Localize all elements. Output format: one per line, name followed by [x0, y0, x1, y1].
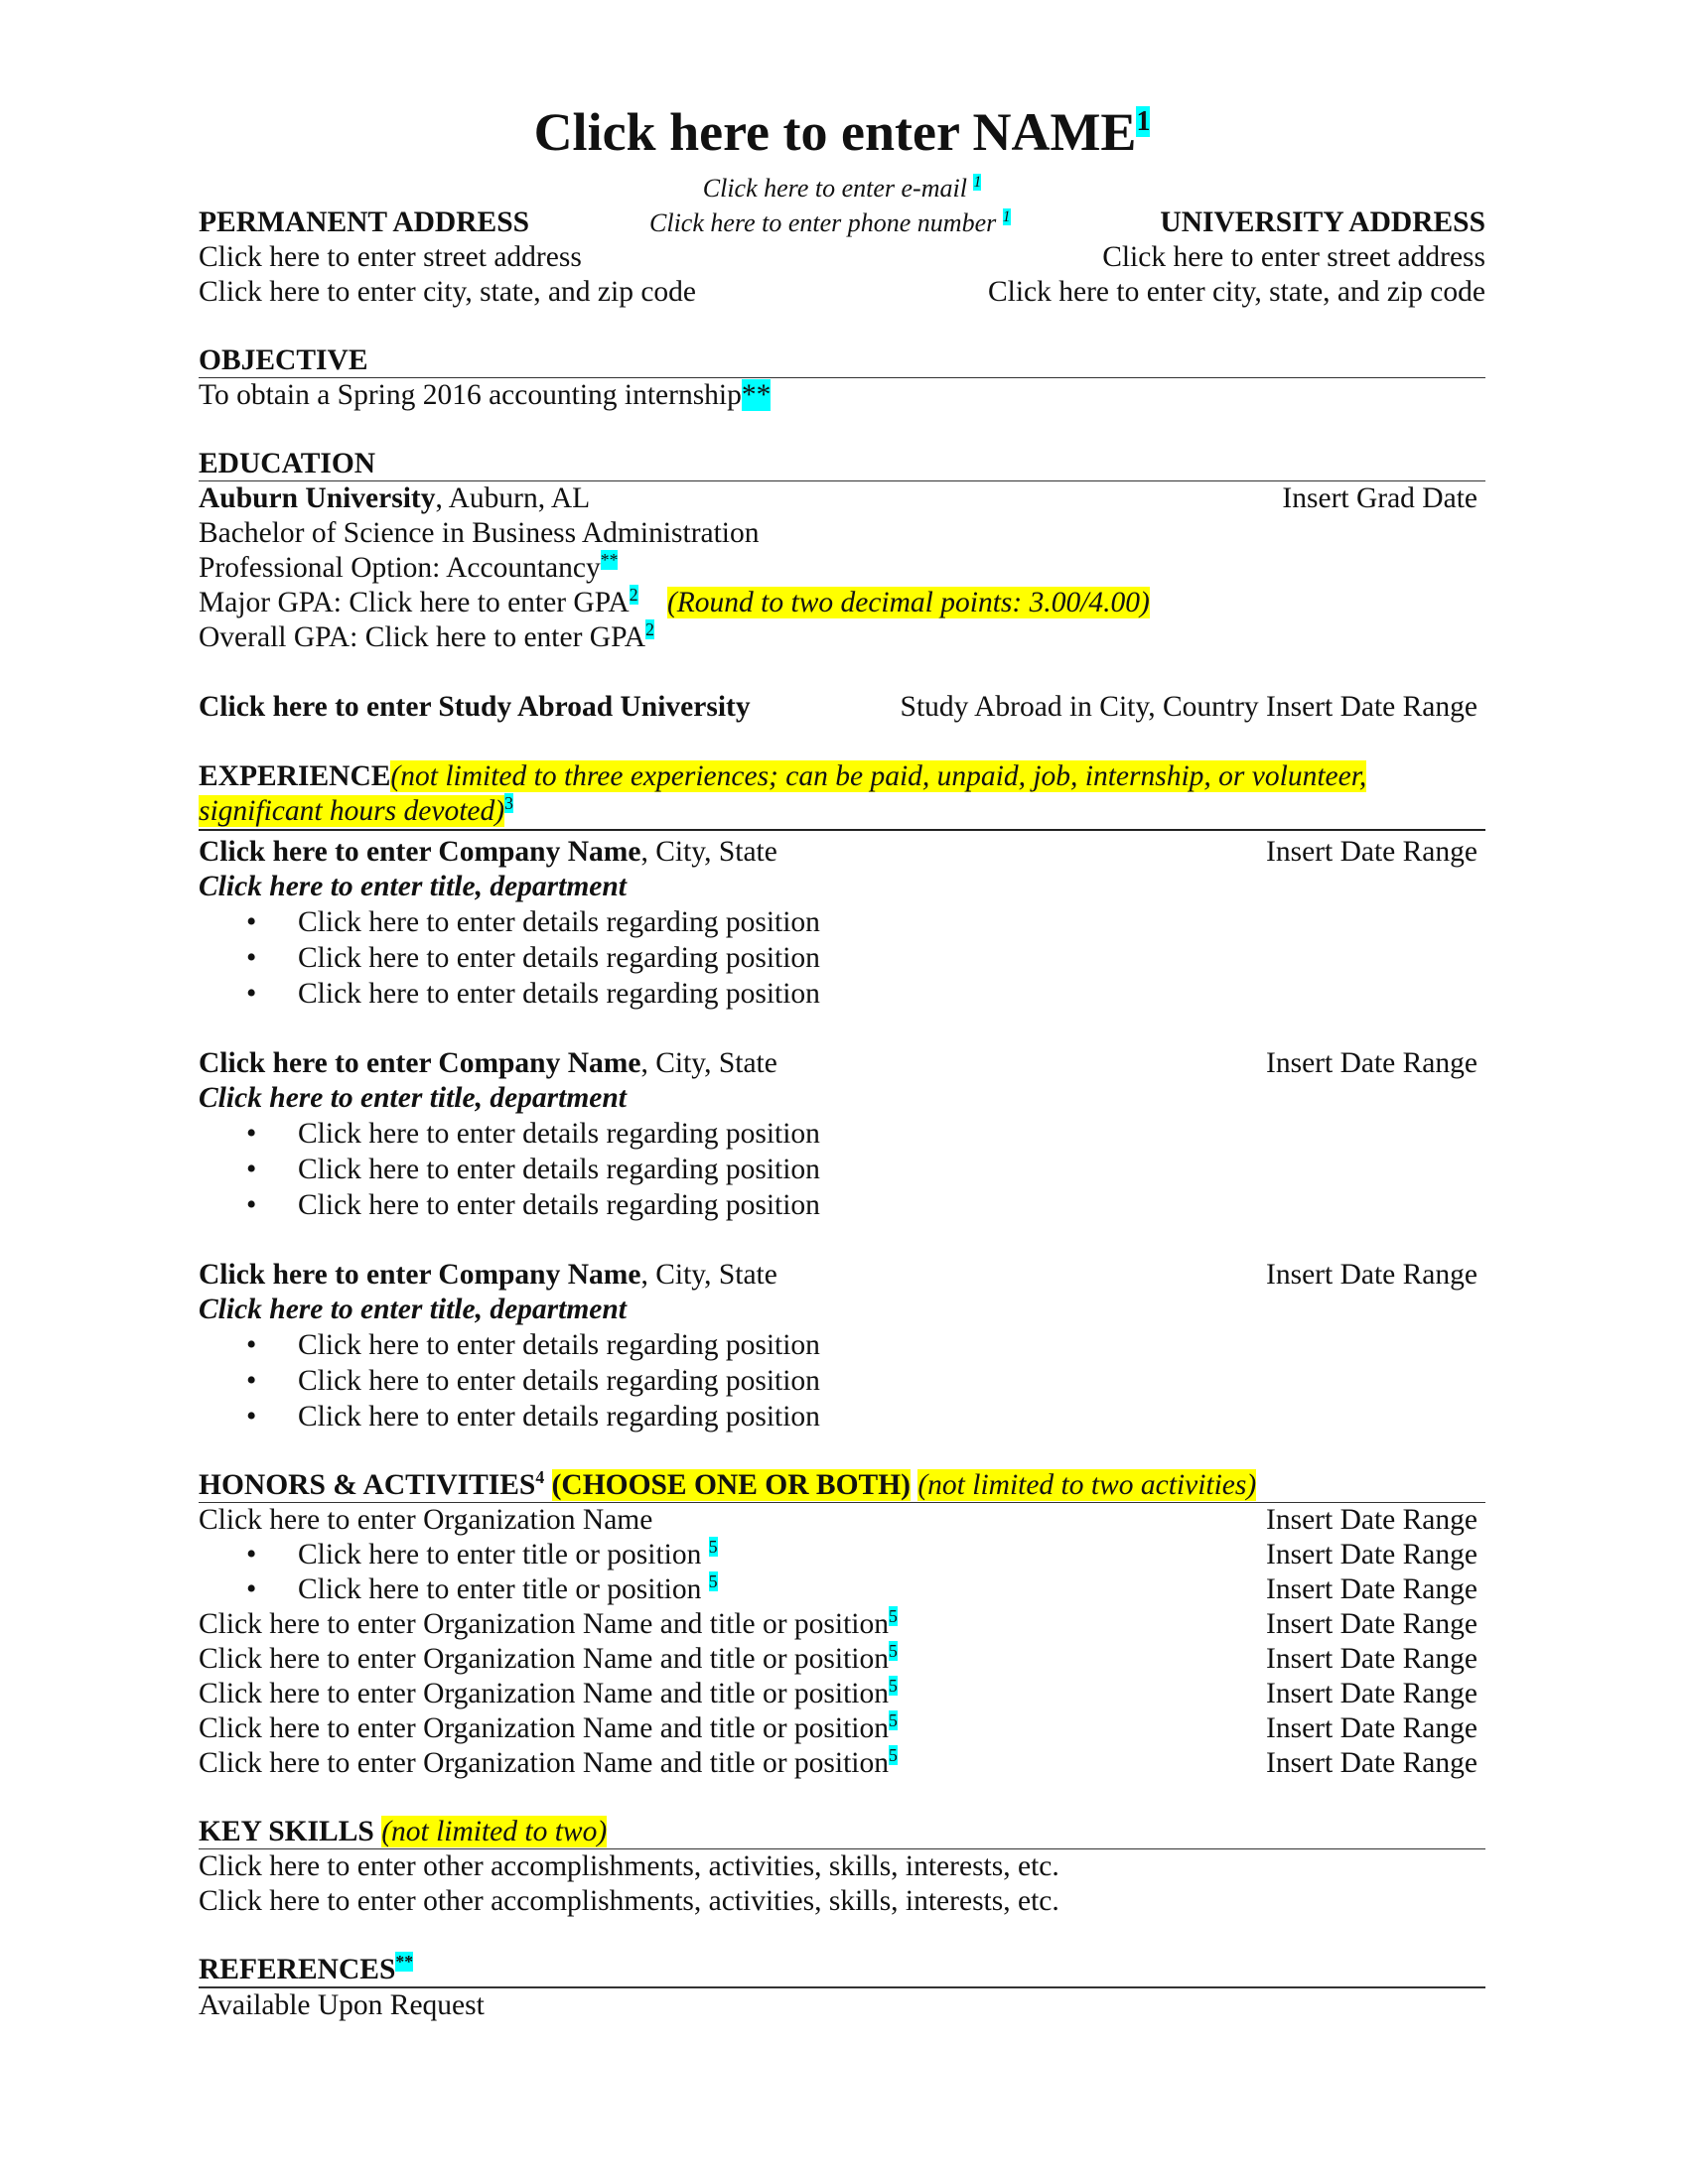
- job-title-field[interactable]: Click here to enter title, department: [199, 871, 627, 902]
- objective-line: [199, 378, 1485, 413]
- footnote-marker: 3: [504, 793, 513, 814]
- position-row: [199, 1538, 1485, 1572]
- skills-heading: KEY SKILLS (not limited to two): [199, 1816, 1485, 1849]
- gpa-rounding-hint: (Round to two decimal points: 3.00/4.00): [666, 587, 1150, 618]
- permanent-street-field[interactable]: Click here to enter street address: [199, 241, 582, 273]
- experience-entry: [199, 835, 1485, 1012]
- school-location: , Auburn, AL: [435, 482, 591, 514]
- position-detail[interactable]: • Click here to enter details regarding position: [199, 976, 1485, 1012]
- company-name-field[interactable]: Click here to enter Company Name: [199, 1259, 641, 1291]
- footnote-marker: 5: [888, 1606, 898, 1627]
- date-range-field[interactable]: Insert Date Range: [1266, 1608, 1477, 1640]
- organization-title-row: [199, 1711, 1485, 1746]
- footnote-marker: 5: [888, 1676, 898, 1697]
- position-field[interactable]: Click here to enter title or position: [298, 1573, 709, 1605]
- company-name-field[interactable]: Click here to enter Company Name: [199, 1047, 641, 1079]
- date-range-field[interactable]: Insert Date Range: [1266, 1712, 1477, 1744]
- study-abroad-info-field[interactable]: Study Abroad in City, Country Insert Date Range: [900, 691, 1477, 723]
- name-line: [199, 97, 1485, 171]
- position-detail[interactable]: • Click here to enter details regarding position: [199, 940, 1485, 976]
- university-street-field[interactable]: Click here to enter street address: [1102, 241, 1485, 273]
- permanent-city-field[interactable]: Click here to enter city, state, and zip code: [199, 276, 697, 308]
- organization-row: [199, 1503, 1485, 1538]
- skills-line[interactable]: Click here to enter other accomplishments, activities, skills, interests, etc.: [199, 1885, 1059, 1917]
- skills-line[interactable]: Click here to enter other accomplishments, activities, skills, interests, etc.: [199, 1850, 1059, 1882]
- date-range-field[interactable]: Insert Date Range: [1266, 1573, 1477, 1605]
- date-range-field[interactable]: Insert Date Range: [1266, 1539, 1477, 1570]
- study-abroad-row: [199, 690, 1485, 725]
- objective-heading: OBJECTIVE: [199, 344, 1485, 378]
- address-city-row: [199, 275, 1485, 310]
- position-detail[interactable]: • Click here to enter details regarding position: [199, 904, 1485, 940]
- experience-heading: EXPERIENCE(not limited to three experiences; can be paid, unpaid, job, internship, or volunteer, significant hours devoted)$^3$: [199, 759, 1485, 831]
- position-detail[interactable]: • Click here to enter details regarding position: [199, 1327, 1485, 1363]
- footnote-marker: 2: [629, 585, 638, 606]
- honors-hint: (not limited to two activities): [917, 1469, 1257, 1501]
- organization-title-row: [199, 1677, 1485, 1711]
- objective-field[interactable]: To obtain a Spring 2016 accounting internship: [199, 379, 742, 411]
- organization-title-row: [199, 1642, 1485, 1677]
- date-range-field[interactable]: Insert Date Range: [1266, 1678, 1477, 1709]
- experience-entry: [199, 1046, 1485, 1223]
- footnote-marker: 5: [708, 1571, 718, 1592]
- job-title-field[interactable]: Click here to enter title, department: [199, 1294, 627, 1325]
- position-detail[interactable]: • Click here to enter details regarding position: [199, 1187, 1485, 1223]
- organization-title-field[interactable]: Click here to enter Organization Name and title or position: [199, 1678, 889, 1709]
- position-detail[interactable]: • Click here to enter details regarding position: [199, 1399, 1485, 1434]
- footnote-marker: 1: [973, 174, 982, 192]
- company-name-field[interactable]: Click here to enter Company Name: [199, 836, 641, 868]
- experience-entry: [199, 1258, 1485, 1434]
- overall-gpa-line: [199, 620, 1485, 655]
- footnote-marker: 2: [645, 619, 654, 640]
- major-gpa-line: [199, 586, 1485, 620]
- company-row: Click here to enter Company Name, City, State Insert Date Range: [199, 835, 1485, 870]
- footnote-marker: **: [600, 550, 619, 571]
- grad-date-field[interactable]: Insert Grad Date: [1282, 482, 1477, 514]
- honors-heading: HONORS & ACTIVITIES$^4$ (CHOOSE ONE OR BOTH) (not limited to two activities): [199, 1469, 1485, 1503]
- name-field[interactable]: Click here to enter NAME: [533, 102, 1137, 162]
- phone-line: [649, 205, 1011, 240]
- footnote-marker: 1: [1136, 106, 1151, 137]
- footnote-marker: 5: [888, 1745, 898, 1766]
- address-street-row: [199, 240, 1485, 275]
- experience-hint: (not limited to three experiences; can be paid, unpaid, job, internship, or volunteer,: [390, 760, 1367, 792]
- position-detail[interactable]: • Click here to enter details regarding position: [199, 1152, 1485, 1187]
- position-detail[interactable]: • Click here to enter details regarding position: [199, 1116, 1485, 1152]
- references-text: Available Upon Request: [199, 1989, 485, 2021]
- permanent-address-label: PERMANENT ADDRESS: [199, 206, 530, 238]
- references-heading: REFERENCES**: [199, 1954, 1485, 1988]
- date-range-field[interactable]: Insert Date Range: [1266, 836, 1477, 868]
- choose-hint: (CHOOSE ONE OR BOTH): [551, 1469, 911, 1501]
- footnote-marker: 5: [888, 1641, 898, 1662]
- position-detail[interactable]: • Click here to enter details regarding position: [199, 1363, 1485, 1399]
- experience-hint-cont: significant hours devoted): [199, 795, 505, 827]
- phone-field[interactable]: Click here to enter phone number: [649, 208, 997, 237]
- major-gpa-field[interactable]: Major GPA: Click here to enter GPA: [199, 587, 630, 618]
- organization-title-field[interactable]: Click here to enter Organization Name and title or position: [199, 1712, 889, 1744]
- date-range-field[interactable]: Insert Date Range: [1266, 1747, 1477, 1779]
- date-range-field[interactable]: Insert Date Range: [1266, 1504, 1477, 1536]
- footnote-marker: 1: [1002, 208, 1011, 226]
- education-heading: EDUCATION: [199, 448, 1485, 481]
- organization-title-row: [199, 1746, 1485, 1781]
- skills-hint: (not limited to two): [381, 1816, 608, 1847]
- school-name: Auburn University: [199, 482, 436, 514]
- organization-title-row: [199, 1607, 1485, 1642]
- email-field[interactable]: Click here to enter e-mail: [702, 174, 967, 203]
- university-city-field[interactable]: Click here to enter city, state, and zip code: [987, 276, 1485, 308]
- email-line: [199, 171, 1485, 205]
- date-range-field[interactable]: Insert Date Range: [1266, 1643, 1477, 1675]
- footnote-marker: 5: [708, 1537, 718, 1558]
- footnote-marker: 5: [888, 1710, 898, 1731]
- option-line: Professional Option: Accountancy**: [199, 550, 619, 584]
- organization-title-field[interactable]: Click here to enter Organization Name and title or position: [199, 1608, 889, 1640]
- education-school-row: [199, 481, 1485, 516]
- degree-line: Bachelor of Science in Business Administration: [199, 517, 760, 549]
- overall-gpa-field[interactable]: Overall GPA: Click here to enter GPA: [199, 621, 646, 653]
- date-range-field[interactable]: Insert Date Range: [1266, 1047, 1477, 1079]
- position-field[interactable]: Click here to enter title or position: [298, 1539, 709, 1570]
- footnote-marker: **: [741, 379, 772, 411]
- company-row: Click here to enter Company Name, City, State Insert Date Range: [199, 1046, 1485, 1081]
- organization-title-field[interactable]: Click here to enter Organization Name and title or position: [199, 1643, 889, 1675]
- resume-template-page: [199, 97, 1485, 2023]
- organization-title-field[interactable]: Click here to enter Organization Name and title or position: [199, 1747, 889, 1779]
- footnote-marker: **: [395, 1952, 414, 1973]
- position-row: [199, 1572, 1485, 1607]
- date-range-field[interactable]: Insert Date Range: [1266, 1259, 1477, 1291]
- study-abroad-school-field[interactable]: Click here to enter Study Abroad University: [199, 691, 751, 723]
- organization-field[interactable]: Click here to enter Organization Name: [199, 1504, 653, 1536]
- university-address-label: UNIVERSITY ADDRESS: [1160, 206, 1485, 238]
- address-header-row: [199, 205, 1485, 240]
- company-row: Click here to enter Company Name, City, State Insert Date Range: [199, 1258, 1485, 1293]
- job-title-field[interactable]: Click here to enter title, department: [199, 1082, 627, 1114]
